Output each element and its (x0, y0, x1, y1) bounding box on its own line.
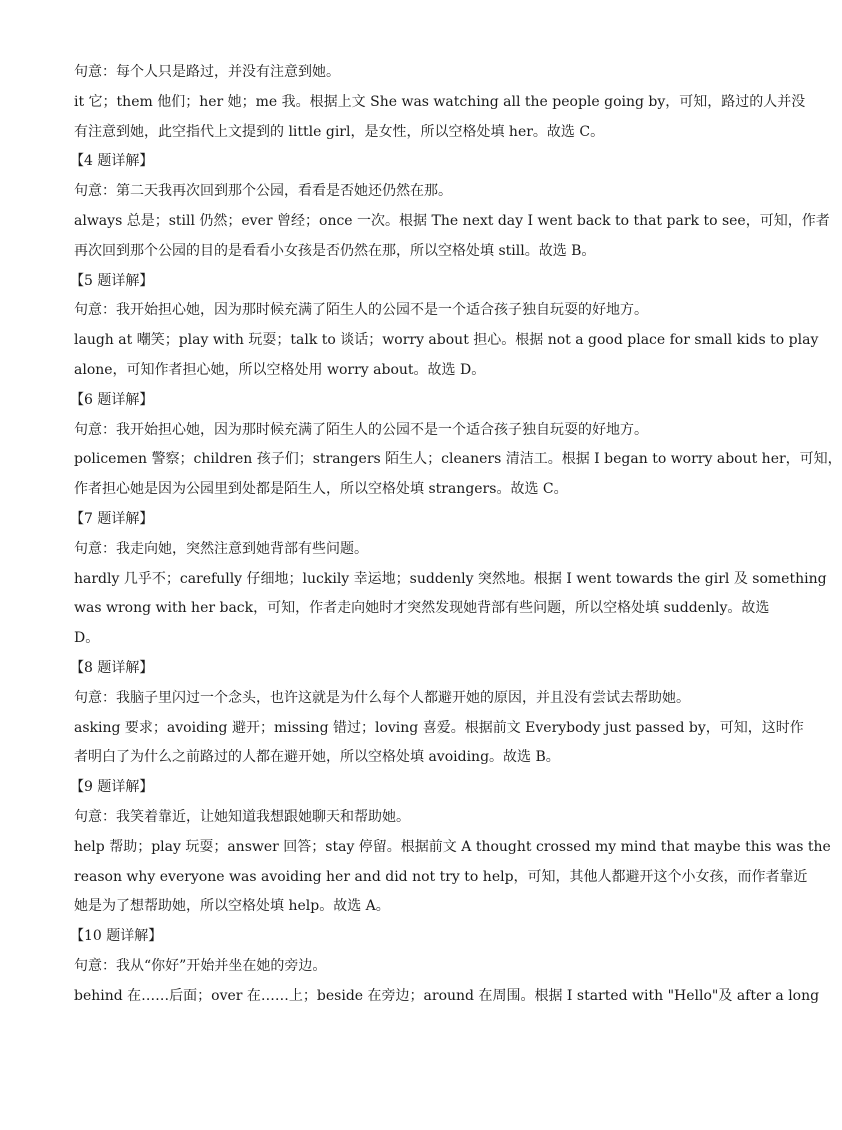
sentence-meaning-line: 句意：我笑着靠近，让她知道我想跟她聊天和帮助她。 (74, 808, 410, 825)
question-heading: 【9 题详解】 (70, 779, 154, 796)
question-heading: 【8 题详解】 (70, 659, 154, 676)
analysis-line: reason why everyone was avoiding her and did not try to help，可知，其他人都避开这个小女孩，而作者靠近 (74, 868, 808, 885)
analysis-line: 有注意到她，此空指代上文提到的 little girl，是女性，所以空格处填 her。故选 C。 (74, 123, 605, 140)
analysis-line: hardly 几乎不；carefully 仔细地；luckily 幸运地；suddenly 突然地。根据 I went towards the girl 及 something (74, 570, 827, 587)
analysis-line: D。 (74, 630, 100, 647)
analysis-line: 再次回到那个公园的目的是看看小女孩是否仍然在那，所以空格处填 still。故选 B。 (74, 242, 596, 259)
sentence-meaning-line: 句意：每个人只是路过，并没有注意到她。 (74, 64, 340, 80)
question-heading: 【6 题详解】 (70, 391, 154, 408)
analysis-line: alone，可知作者担心她，所以空格处用 worry about。故选 D。 (74, 361, 486, 378)
analysis-line: was wrong with her back，可知，作者走向她时才突然发现她背部有些问题，所以空格处填 suddenly。故选 (74, 600, 770, 617)
question-heading: 【5 题详解】 (70, 272, 154, 289)
question-heading: 【4 题详解】 (70, 153, 154, 170)
analysis-line: 她是为了想帮助她，所以空格处填 help。故选 A。 (74, 898, 390, 915)
analysis-line: always 总是；still 仍然；ever 曾经；once 一次。根据 The next day I went back to that park to see，可知，作者 (74, 212, 830, 229)
document-body (70, 58, 842, 1012)
analysis-line: policemen 警察；children 孩子们；strangers 陌生人；cleaners 清洁工。根据 I began to worry about her，可知， (74, 451, 842, 468)
sentence-meaning-line: 句意：我开始担心她，因为那时候充满了陌生人的公园不是一个适合孩子独自玩耍的好地方。 (74, 421, 648, 438)
analysis-line: 者明白了为什么之前路过的人都在避开她，所以空格处填 avoiding。故选 B。 (74, 749, 560, 766)
analysis-line: help 帮助；play 玩耍；answer 回答；stay 停留。根据前文 A thought crossed my mind that maybe this was the (74, 838, 831, 855)
analysis-line: it 它；them 他们；her 她；me 我。根据上文 She was watching all the people going by，可知，路过的人并没 (74, 93, 806, 110)
analysis-line: laugh at 嘲笑；play with 玩耍；talk to 谈话；worry about 担心。根据 not a good place for small kids to play (74, 332, 819, 349)
sentence-meaning-line: 句意：第二天我再次回到那个公园，看看是否她还仍然在那。 (74, 183, 452, 200)
question-heading: 【10 题详解】 (70, 928, 163, 945)
analysis-line: behind 在……后面；over 在……上；beside 在旁边；around 在周围。根据 I started with "Hello"及 after a long (74, 987, 820, 1004)
sentence-meaning-line: 句意：我脑子里闪过一个念头，也许这就是为什么每个人都避开她的原因，并且没有尝试去帮助她。 (74, 689, 690, 706)
analysis-line: 作者担心她是因为公园里到处都是陌生人，所以空格处填 strangers。故选 C。 (74, 481, 568, 498)
sentence-meaning-line: 句意：我走向她，突然注意到她背部有些问题。 (74, 540, 368, 557)
sentence-meaning-line: 句意：我开始担心她，因为那时候充满了陌生人的公园不是一个适合孩子独自玩耍的好地方。 (74, 302, 648, 319)
analysis-line: asking 要求；avoiding 避开；missing 错过；loving 喜爱。根据前文 Everybody just passed by，可知，这时作 (74, 719, 804, 736)
sentence-meaning-line: 句意：我从“你好”开始并坐在她的旁边。 (74, 957, 327, 974)
question-heading: 【7 题详解】 (70, 510, 154, 527)
